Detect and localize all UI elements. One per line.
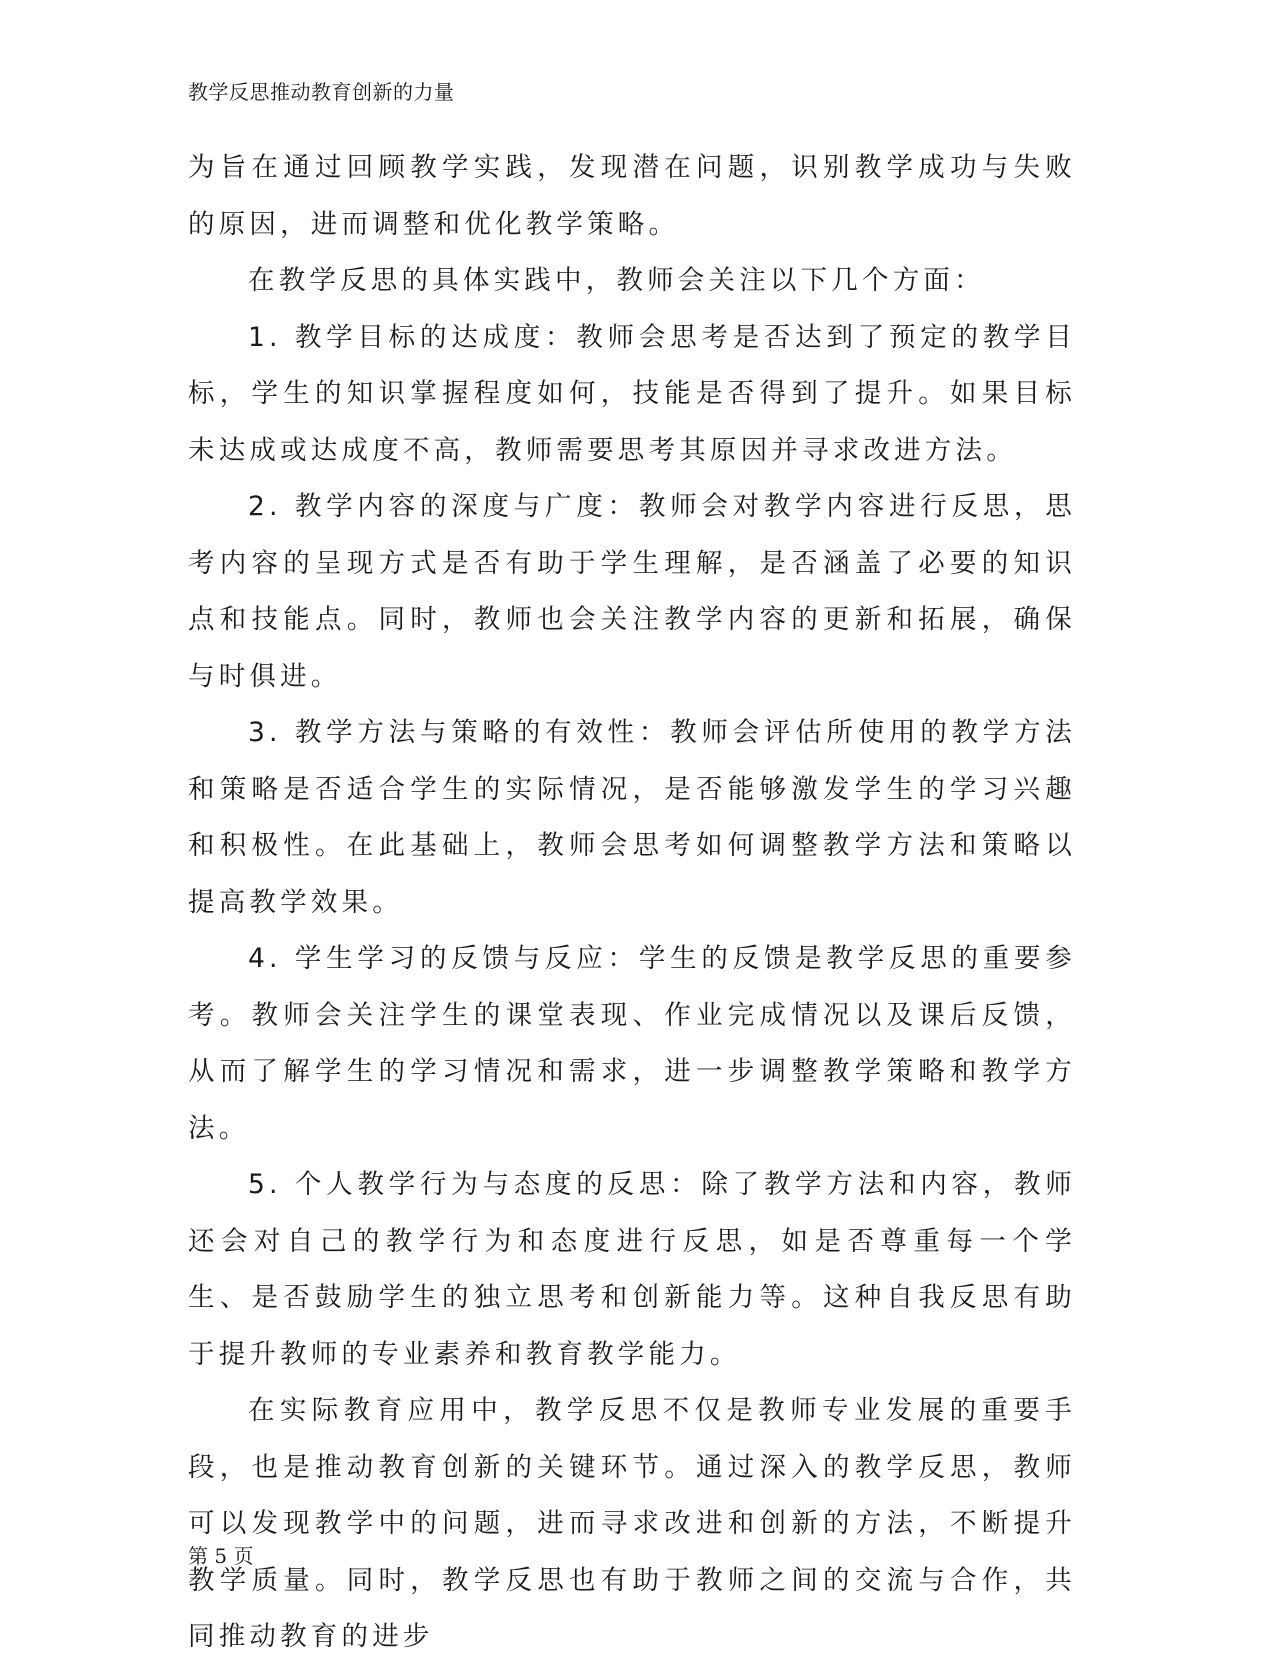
page-header-title: 教学反思推动教育创新的力量 (188, 80, 455, 104)
list-item-method-effectiveness: 3. 教学方法与策略的有效性：教师会评估所使用的教学方法和策略是否适合学生的实际情况，是否能够激发学生的学习兴趣和积极性。在此基础上，教师会思考如何调整教学方法和策略以提高教学效果。 (188, 717, 1076, 918)
paragraph-intro: 在教学反思的具体实践中，教师会关注以下几个方面： (248, 265, 985, 296)
paragraph-continuation: 为旨在通过回顾教学实践，发现潜在问题，识别教学成功与失败的原因，进而调整和优化教学策略。 (188, 152, 1076, 240)
list-item-personal-behavior: 5. 个人教学行为与态度的反思：除了教学方法和内容，教师还会对自己的教学行为和态度进行反思，如是否尊重每一个学生、是否鼓励学生的独立思考和创新能力等。这种自我反思有助于提升教师的专业素养和教育教学能力。 (188, 1169, 1076, 1370)
list-item-student-feedback: 4. 学生学习的反馈与反应：学生的反馈是教学反思的重要参考。教师会关注学生的课堂表现、作业完成情况以及课后反馈，从而了解学生的学习情况和需求，进一步调整教学策略和教学方法。 (188, 943, 1076, 1144)
list-item-content-depth: 2. 教学内容的深度与广度：教师会对教学内容进行反思，思考内容的呈现方式是否有助于学生理解，是否涵盖了必要的知识点和技能点。同时，教师也会关注教学内容的更新和拓展，确保与时俱进。 (188, 491, 1076, 692)
page-number: 第 5 页 (188, 1544, 254, 1568)
document-body (188, 140, 1076, 1666)
paragraph-conclusion: 在实际教育应用中，教学反思不仅是教师专业发展的重要手段，也是推动教育创新的关键环节。通过深入的教学反思，教师可以发现教学中的问题，进而寻求改进和创新的方法，不断提升教学质量。同时，教学反思也有助于教师之间的交流与合作，共同推动教育的进步 (188, 1395, 1076, 1652)
list-item-goal-achievement: 1. 教学目标的达成度：教师会思考是否达到了预定的教学目标，学生的知识掌握程度如何，技能是否得到了提升。如果目标未达成或达成度不高，教师需要思考其原因并寻求改进方法。 (188, 321, 1076, 466)
